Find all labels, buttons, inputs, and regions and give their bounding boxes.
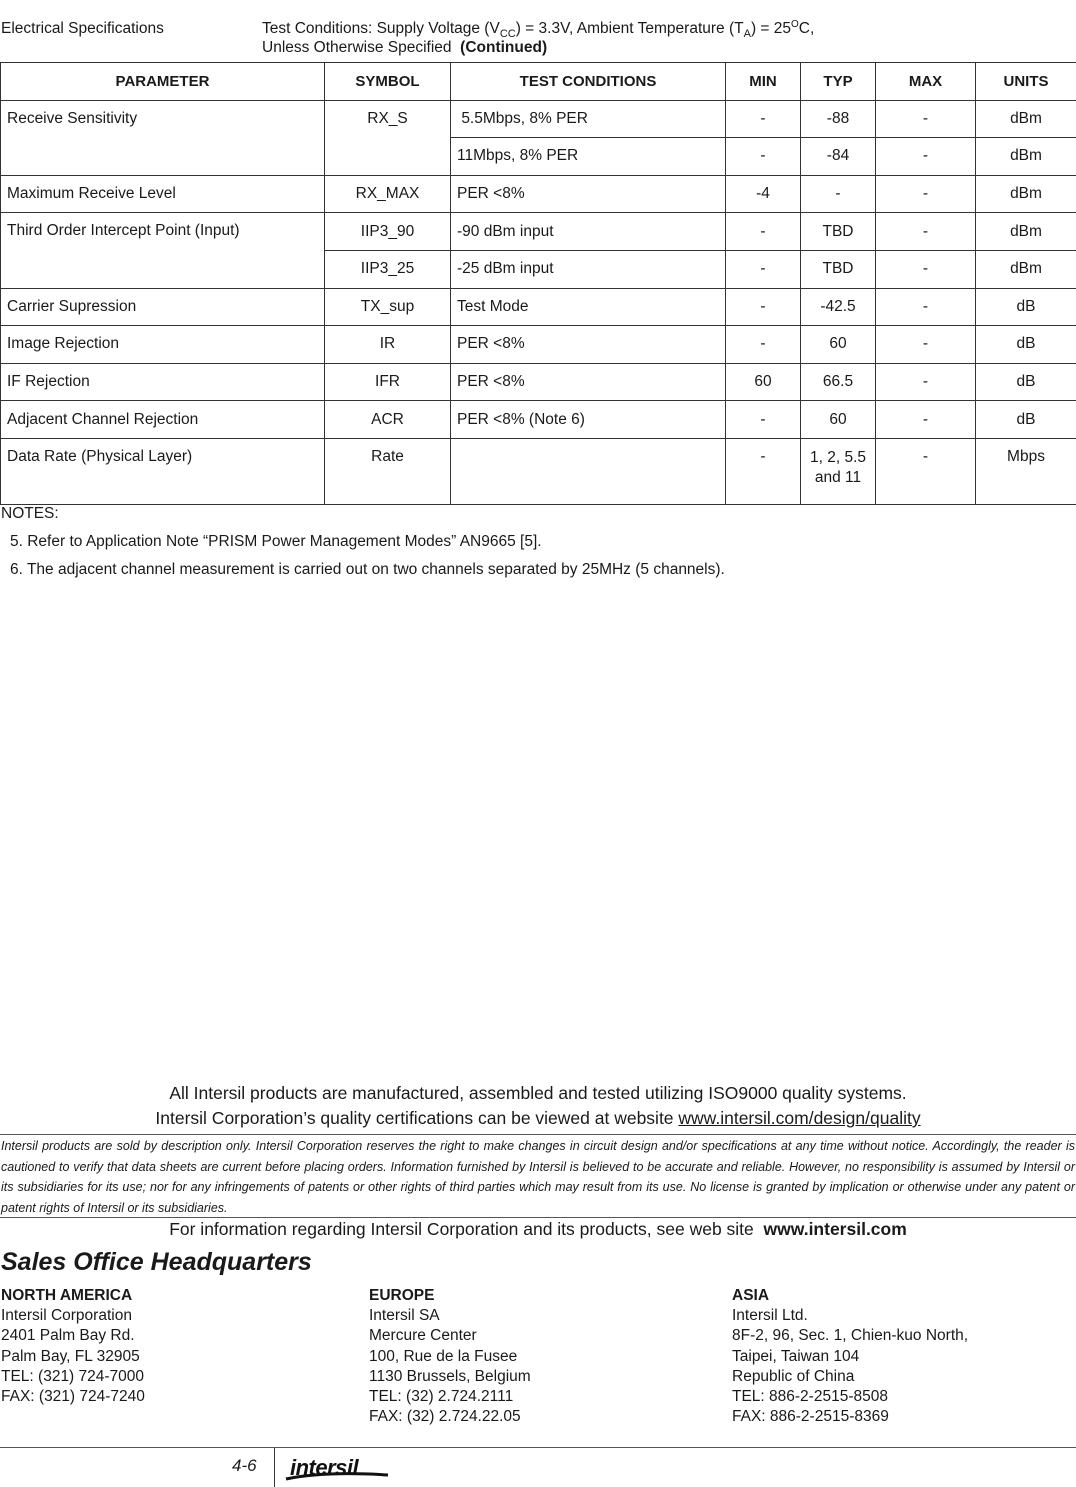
cell-units: Mbps	[976, 438, 1076, 504]
cell-parameter: Image Rejection	[1, 326, 325, 364]
address-line: Republic of China	[732, 1367, 855, 1385]
cell-conditions: PER <8%	[451, 175, 726, 213]
cell-min: -4	[726, 175, 801, 213]
cell-conditions: PER <8%	[451, 363, 726, 401]
note-item: 6. The adjacent channel measurement is carried out on two channels separated by 25MHz (5 channels).	[10, 561, 725, 578]
typ-line-1: 1, 2, 5.5	[809, 448, 866, 466]
test-conditions-line2	[262, 39, 814, 56]
info-statement	[0, 1219, 1076, 1240]
cell-typ: 66.5	[801, 363, 876, 401]
region-label: NORTH AMERICA	[1, 1287, 133, 1304]
cell-min: -	[726, 213, 801, 251]
cell-parameter: Third Order Intercept Point (Input)	[1, 213, 325, 288]
cell-symbol: IR	[325, 326, 451, 364]
cell-units: dB	[976, 288, 1076, 326]
cell-max: -	[876, 138, 976, 176]
cell-conditions: 11Mbps, 8% PER	[451, 138, 726, 176]
continued-label: (Continued)	[460, 39, 548, 56]
table-row	[1, 363, 1076, 401]
cell-typ: -42.5	[801, 288, 876, 326]
cell-parameter: Adjacent Channel Rejection	[1, 401, 325, 439]
page-number: 4-6	[232, 1456, 257, 1475]
certification-statement	[0, 1108, 1076, 1129]
cell-conditions: PER <8% (Note 6)	[451, 401, 726, 439]
divider	[0, 1447, 1076, 1448]
cell-typ: 60	[801, 326, 876, 364]
table-row	[1, 175, 1076, 213]
cell-units: dBm	[976, 250, 1076, 288]
fax-line: FAX: 886-2-2515-8369	[732, 1408, 889, 1426]
fax-line: FAX: (32) 2.724.22.05	[369, 1408, 521, 1426]
text-fragment: ) = 3.3V, Ambient Temperature (T	[515, 20, 744, 37]
cell-typ: TBD	[801, 213, 876, 251]
cell-min: -	[726, 250, 801, 288]
iso-statement: All Intersil products are manufactured, assembled and tested utilizing ISO9000 quality systems.	[169, 1083, 907, 1103]
cell-symbol: Rate	[325, 438, 451, 504]
cell-symbol: TX_sup	[325, 288, 451, 326]
cell-units: dBm	[976, 175, 1076, 213]
cell-min: -	[726, 138, 801, 176]
text-fragment: Test Conditions: Supply Voltage (V	[262, 20, 500, 37]
cell-units: dBm	[976, 138, 1076, 176]
cell-parameter: Data Rate (Physical Layer)	[1, 438, 325, 504]
header-parameter: PARAMETER	[1, 63, 325, 101]
cell-symbol: IIP3_90	[325, 213, 451, 251]
office-europe	[369, 1286, 531, 1427]
cell-typ: 60	[801, 401, 876, 439]
text-fragment: ) = 25	[750, 20, 792, 37]
cell-max: -	[876, 288, 976, 326]
table-row	[1, 326, 1076, 364]
header-symbol: SYMBOL	[325, 63, 451, 101]
header-units: UNITS	[976, 63, 1076, 101]
table-row	[1, 100, 1076, 138]
cert-text: Intersil Corporation’s quality certifications can be viewed at website	[155, 1108, 679, 1128]
cell-max: -	[876, 363, 976, 401]
office-north-america	[1, 1286, 145, 1407]
region-label: EUROPE	[369, 1287, 435, 1304]
cell-max: -	[876, 213, 976, 251]
cell-symbol: ACR	[325, 401, 451, 439]
address-line: 2401 Palm Bay Rd.	[1, 1327, 135, 1345]
header-max: MAX	[876, 63, 976, 101]
typ-line-2: and 11	[814, 468, 862, 486]
phone-line: TEL: (32) 2.724.2111	[369, 1388, 514, 1406]
test-conditions	[262, 20, 814, 56]
cell-conditions: Test Mode	[451, 288, 726, 326]
cell-typ	[801, 438, 876, 504]
address-line: 100, Rue de la Fusee	[369, 1347, 518, 1365]
phone-line: TEL: (321) 724-7000	[1, 1367, 145, 1385]
cell-conditions: -25 dBm input	[451, 250, 726, 288]
cell-units: dBm	[976, 213, 1076, 251]
cell-min: 60	[726, 363, 801, 401]
cell-parameter: Carrier Supression	[1, 288, 325, 326]
cell-units: dB	[976, 401, 1076, 439]
region-label: ASIA	[732, 1287, 770, 1304]
address-line: 8F-2, 96, Sec. 1, Chien-kuo North,	[732, 1327, 969, 1345]
divider	[0, 1134, 1076, 1135]
cell-max: -	[876, 401, 976, 439]
cell-conditions	[451, 100, 726, 138]
section-title: Electrical Specifications	[1, 20, 164, 37]
note-item: 5. Refer to Application Note “PRISM Power Management Modes” AN9665 [5].	[10, 533, 542, 550]
cell-max: -	[876, 100, 976, 138]
cell-parameter: IF Rejection	[1, 363, 325, 401]
subscript-a: A	[743, 28, 751, 40]
cell-parameter: Maximum Receive Level	[1, 175, 325, 213]
conditions-text: 5.5Mbps, 8% PER	[461, 109, 588, 127]
text-fragment: Unless Otherwise Specified	[262, 39, 452, 56]
cell-max: -	[876, 175, 976, 213]
info-text: For information regarding Intersil Corporation and its products, see web site	[169, 1219, 754, 1239]
header-typ: TYP	[801, 63, 876, 101]
cell-symbol: RX_S	[325, 100, 451, 175]
cell-max: -	[876, 326, 976, 364]
quality-link[interactable]: www.intersil.com/design/quality	[678, 1108, 921, 1128]
intersil-logo	[290, 1455, 358, 1481]
cell-symbol: IIP3_25	[325, 250, 451, 288]
cell-typ: -88	[801, 100, 876, 138]
vertical-divider	[274, 1448, 275, 1487]
cell-min: -	[726, 326, 801, 364]
address-line: Mercure Center	[369, 1327, 477, 1345]
cell-max: -	[876, 250, 976, 288]
address-line: Intersil Corporation	[1, 1307, 132, 1325]
superscript-degree: O	[791, 19, 799, 30]
cell-typ: TBD	[801, 250, 876, 288]
header-test-conditions: TEST CONDITIONS	[451, 63, 726, 101]
cell-symbol: IFR	[325, 363, 451, 401]
cell-max: -	[876, 438, 976, 504]
header-min: MIN	[726, 63, 801, 101]
address-line: 1130 Brussels, Belgium	[369, 1367, 531, 1385]
cell-min: -	[726, 401, 801, 439]
legal-disclaimer: Intersil products are sold by description only. Intersil Corporation reserves the right to make changes in circuit design and/or specifications at any time without notice. Accordingly, the reader is cautioned to verify that data sheets are current before placing orders. Information furnished by Intersil is believed to be accurate and reliable. However, no responsibility is assumed by Intersil or its subsidiaries for its use; nor for any infringements of patents or other rights of third parties which may result from its use. No license is granted by implication or otherwise under any patent or patent rights of Intersil or its subsidiaries.	[1, 1139, 1075, 1215]
cell-typ: -	[801, 175, 876, 213]
spec-table	[0, 62, 1076, 505]
cell-typ: -84	[801, 138, 876, 176]
phone-line: TEL: 886-2-2515-8508	[732, 1388, 888, 1406]
table-row	[1, 438, 1076, 504]
table-row	[1, 288, 1076, 326]
table-row	[1, 401, 1076, 439]
cell-min: -	[726, 288, 801, 326]
cell-parameter: Receive Sensitivity	[1, 100, 325, 175]
cell-min: -	[726, 438, 801, 504]
cell-min: -	[726, 100, 801, 138]
address-line: Palm Bay, FL 32905	[1, 1347, 140, 1365]
subscript-cc: CC	[499, 28, 516, 40]
cell-conditions	[451, 438, 726, 504]
sales-office-title: Sales Office Headquarters	[1, 1248, 312, 1276]
address-line: Intersil SA	[369, 1307, 440, 1325]
office-asia	[732, 1286, 968, 1427]
cell-units: dB	[976, 363, 1076, 401]
table-row	[1, 213, 1076, 251]
address-line: Intersil Ltd.	[732, 1307, 808, 1325]
notes-title: NOTES:	[1, 505, 59, 522]
cell-conditions: -90 dBm input	[451, 213, 726, 251]
divider	[0, 1217, 1076, 1218]
website-link[interactable]: www.intersil.com	[763, 1219, 907, 1239]
cell-conditions: PER <8%	[451, 326, 726, 364]
logo-wordmark: intersil	[290, 1455, 359, 1480]
cell-symbol: RX_MAX	[325, 175, 451, 213]
fax-line: FAX: (321) 724-7240	[1, 1388, 145, 1406]
table-header-row	[1, 63, 1076, 101]
address-line: Taipei, Taiwan 104	[732, 1347, 860, 1365]
text-fragment: C,	[798, 20, 815, 37]
cell-units: dB	[976, 326, 1076, 364]
test-conditions-line1	[262, 20, 814, 39]
cell-units: dBm	[976, 100, 1076, 138]
